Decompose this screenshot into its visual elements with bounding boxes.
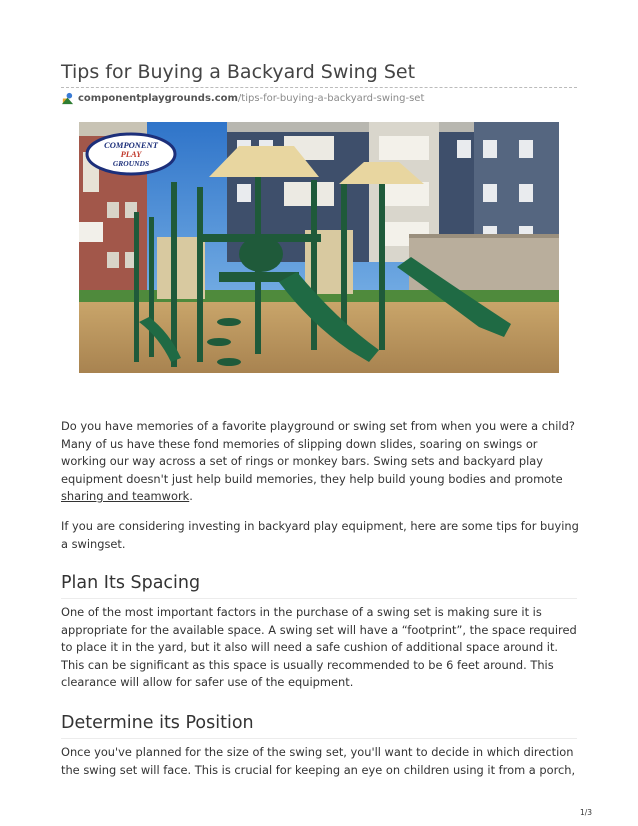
title-divider (61, 87, 577, 88)
section-divider (61, 598, 577, 599)
position-paragraph: Once you've planned for the size of the swing set, you'll want to decide in which direction the swing set will face. This is crucial for keeping an eye on children using it from a porch, (61, 745, 576, 777)
svg-text:COMPONENT: COMPONENT (104, 140, 158, 150)
sharing-teamwork-link[interactable]: sharing and teamwork (61, 489, 190, 503)
hero-image (79, 122, 559, 373)
source-domain[interactable]: componentplaygrounds.com (78, 92, 238, 104)
section-divider (61, 738, 577, 739)
page-number: 1/3 (580, 808, 593, 817)
component-playgrounds-logo (87, 134, 175, 174)
svg-text:GROUNDS: GROUNDS (112, 159, 150, 168)
article-title: Tips for Buying a Backyard Swing Set (61, 61, 416, 83)
intro-text: Do you have memories of a favorite playground or swing set from when you were a child? Many of us have these fond memories of slipping down slides, soaring on swings or working our way across a set of rings or monkey bars. Swing sets and backyard play equipment doesn't just help build memories, they help build young bodies and promote (61, 419, 575, 486)
playground-photo (79, 122, 559, 373)
intro-paragraph-2: If you are considering investing in backyard play equipment, here are some tips for buying a swingset. (61, 519, 579, 551)
site-favicon-icon (61, 92, 74, 105)
intro-end: . (189, 489, 193, 503)
intro-paragraph (61, 418, 581, 506)
svg-text:PLAY: PLAY (120, 149, 142, 159)
source-line[interactable] (61, 91, 424, 105)
source-path[interactable]: /tips-for-buying-a-backyard-swing-set (237, 92, 425, 104)
section-heading-spacing: Plan Its Spacing (61, 573, 201, 593)
section-heading-position: Determine its Position (61, 713, 254, 733)
spacing-paragraph: One of the most important factors in the purchase of a swing set is making sure it is appropriate for the available space. A swing set will have a “footprint”, the space required to place it in the yard, but it also will need a safe cushion of additional space around it. This can be significant as this space is usually recommended to be 6 feet around. This clearance will allow for safer use of the equipment. (61, 605, 577, 689)
